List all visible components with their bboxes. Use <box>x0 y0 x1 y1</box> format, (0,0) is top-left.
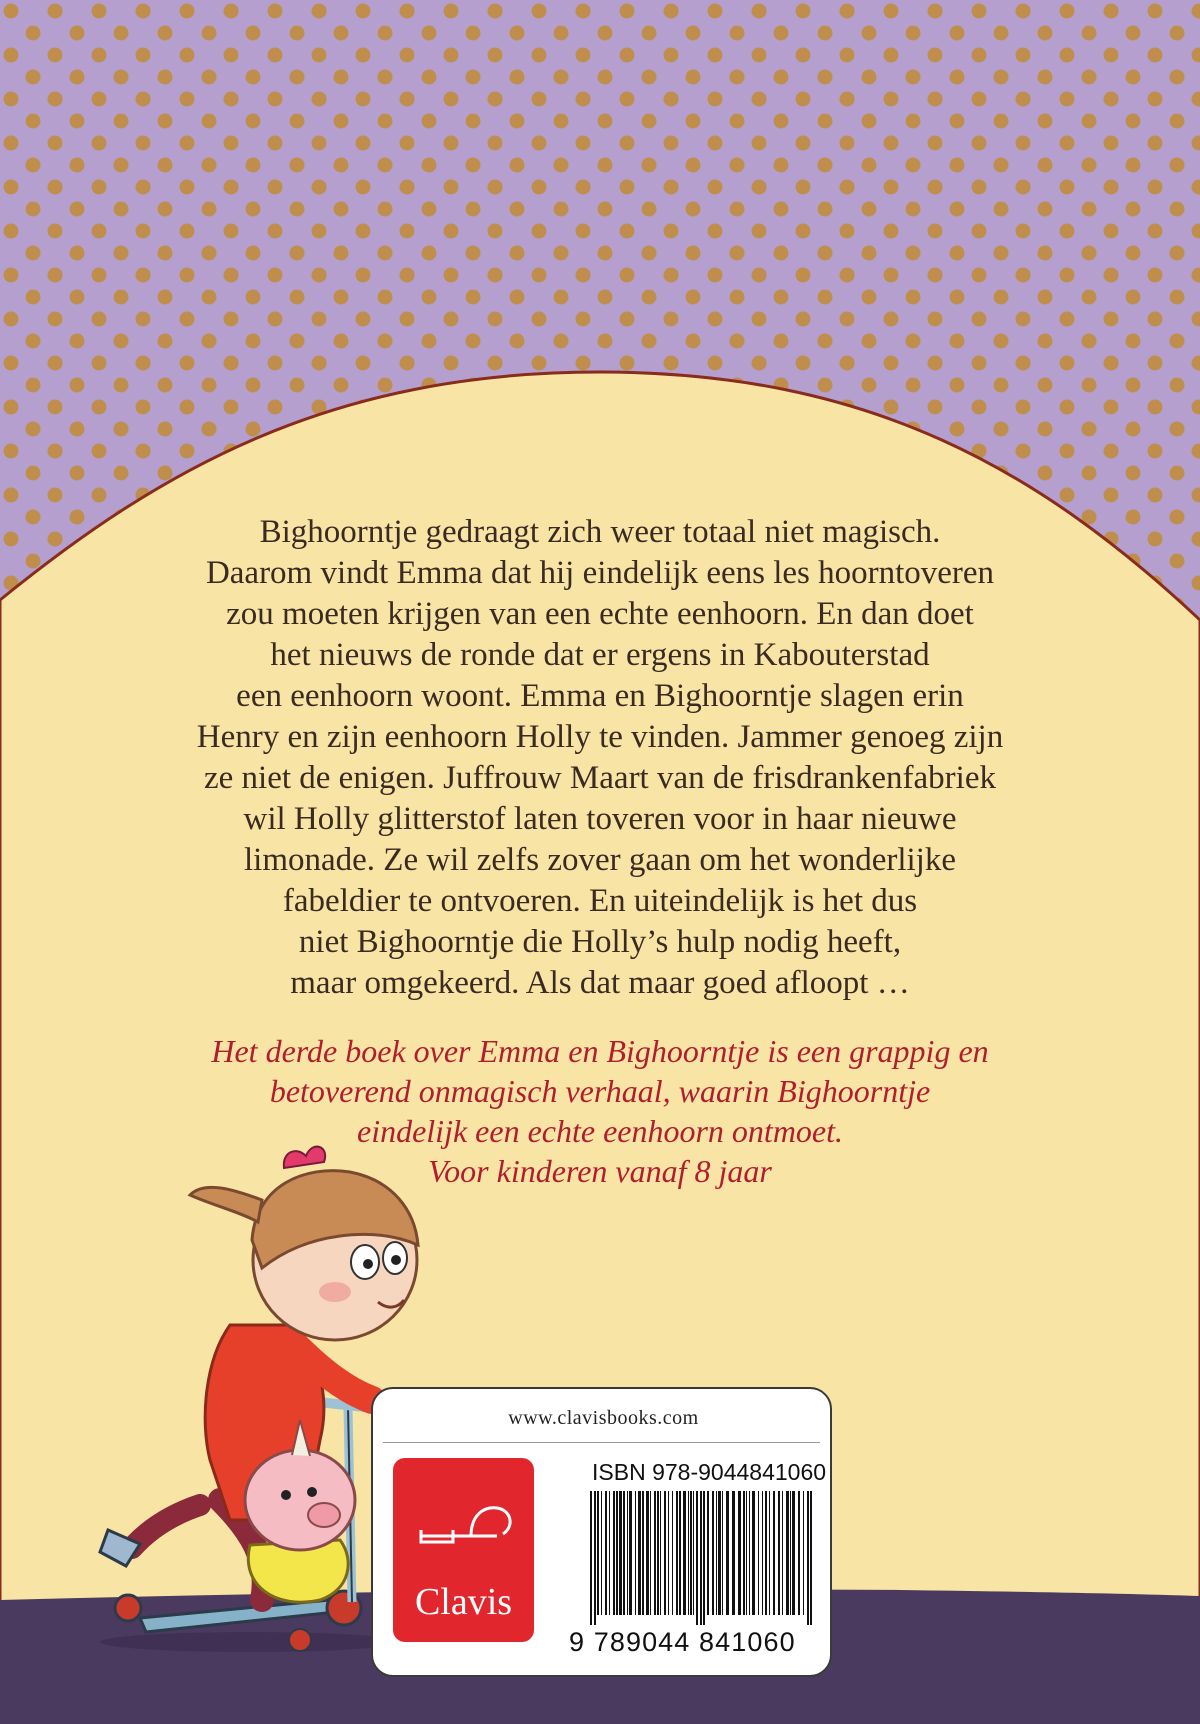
isbn-label: ISBN 978-9044841060 <box>592 1459 827 1485</box>
blurb-line: wil Holly glitterstof laten toveren voor in haar nieuwe <box>243 801 957 837</box>
tagline-line: Het derde boek over Emma en Bighoorntje is een grappig en <box>211 1033 989 1069</box>
publisher-logo <box>393 1458 534 1642</box>
barcode-bar <box>619 1491 622 1615</box>
barcode-bar <box>762 1491 763 1615</box>
barcode-bar <box>700 1491 702 1625</box>
barcode-bar <box>746 1491 747 1615</box>
barcode-bar <box>807 1491 809 1625</box>
barcode-bar <box>769 1491 770 1615</box>
barcode-bar <box>696 1491 698 1625</box>
barcode-bar <box>683 1491 686 1615</box>
barcode-bar <box>738 1491 741 1615</box>
panel-divider <box>383 1442 820 1443</box>
barcode-bar <box>752 1491 755 1615</box>
barcode-panel <box>371 1387 832 1677</box>
blurb-line: een eenhoorn woont. Emma en Bighoorntje slagen erin <box>236 678 964 714</box>
isbn-digits: 9 789044 841060 <box>569 1627 796 1657</box>
barcode-bar <box>646 1491 649 1615</box>
barcode-bar <box>609 1491 610 1615</box>
barcode-bar <box>790 1491 791 1615</box>
barcode-bar <box>676 1491 678 1615</box>
barcode-bar <box>703 1491 705 1625</box>
barcode-bar <box>613 1491 615 1615</box>
barcode-bar <box>664 1491 666 1615</box>
barcode-bar <box>668 1491 669 1615</box>
website-url[interactable]: www.clavisbooks.com <box>508 1407 699 1429</box>
barcode-bars <box>590 1491 812 1625</box>
tagline-line: eindelijk een echte eenhoorn ontmoet. <box>356 1113 844 1149</box>
blurb-line: het nieuws de ronde dat er ergens in Kabouterstad <box>270 637 930 673</box>
barcode-bar <box>749 1491 750 1615</box>
barcode-bar <box>654 1491 656 1615</box>
barcode-bar <box>798 1491 800 1615</box>
publisher-name: Clavis <box>414 1581 513 1623</box>
blurb-line: limonade. Ze wil zelfs zover gaan om het wonderlijke <box>244 842 956 878</box>
barcode-bar <box>707 1491 709 1615</box>
barcode-bar <box>778 1491 780 1615</box>
blurb-line: Daarom vindt Emma dat hij eindelijk eens les hoorntoveren <box>205 555 995 591</box>
barcode-bar <box>616 1491 618 1615</box>
barcode-bar <box>594 1491 596 1625</box>
barcode-bar <box>605 1491 607 1615</box>
barcode-bar <box>629 1491 632 1615</box>
barcode-bar <box>810 1491 812 1625</box>
barcode-bar <box>679 1491 681 1615</box>
barcode-bar <box>743 1491 745 1615</box>
barcode-bar <box>623 1491 625 1615</box>
barcode-bar <box>627 1491 628 1615</box>
barcode-bar <box>732 1491 735 1615</box>
tagline-line: Voor kinderen vanaf 8 jaar <box>428 1153 772 1189</box>
barcode-bar <box>782 1491 783 1615</box>
barcode-bar <box>650 1491 651 1615</box>
barcode-bar <box>803 1491 804 1615</box>
clavis-key-icon <box>393 1458 534 1578</box>
blurb-line: niet Bighoorntje die Holly’s hulp nodig heeft, <box>298 924 902 960</box>
barcode-bar <box>642 1491 644 1615</box>
barcode-bar <box>718 1491 721 1615</box>
barcode-bar <box>690 1491 692 1615</box>
blurb-line: fabeldier te ontvoeren. En uiteindelijk is het dus <box>282 883 918 919</box>
barcode-bar <box>601 1491 602 1615</box>
blurb-line: Bighoorntje gedraagt zich weer totaal niet magisch. <box>259 514 941 550</box>
tagline-line: betoverend onmagisch verhaal, waarin Bighoorntje <box>269 1073 931 1109</box>
blurb-line: maar omgekeerd. Als dat maar goed afloopt … <box>290 965 910 1001</box>
barcode-bar <box>716 1491 717 1615</box>
barcode-bar <box>773 1491 775 1615</box>
blurb-line: ze niet de enigen. Juffrouw Maart van de frisdrankenfabriek <box>204 760 996 796</box>
barcode-bar <box>672 1491 673 1615</box>
barcode-bar <box>638 1491 641 1615</box>
barcode-bar <box>590 1491 592 1625</box>
barcode-bar <box>635 1491 636 1615</box>
barcode-bar <box>693 1491 694 1615</box>
barcode <box>586 1491 816 1625</box>
barcode-bar <box>660 1491 661 1615</box>
barcode-bar <box>792 1491 795 1615</box>
barcode-bar <box>597 1491 599 1615</box>
barcode-bar <box>657 1491 659 1615</box>
barcode-bar <box>786 1491 789 1615</box>
blurb-line: zou moeten krijgen van een echte eenhoorn. En dan doet <box>226 596 974 632</box>
barcode-bar <box>765 1491 767 1615</box>
barcode-bar <box>758 1491 759 1615</box>
barcode-bar <box>688 1491 689 1615</box>
blurb-line: Henry en zijn eenhoorn Holly te vinden. Jammer genoeg zijn <box>196 719 1004 755</box>
barcode-bar <box>722 1491 723 1615</box>
barcode-bar <box>712 1491 714 1615</box>
barcode-bar <box>726 1491 729 1615</box>
